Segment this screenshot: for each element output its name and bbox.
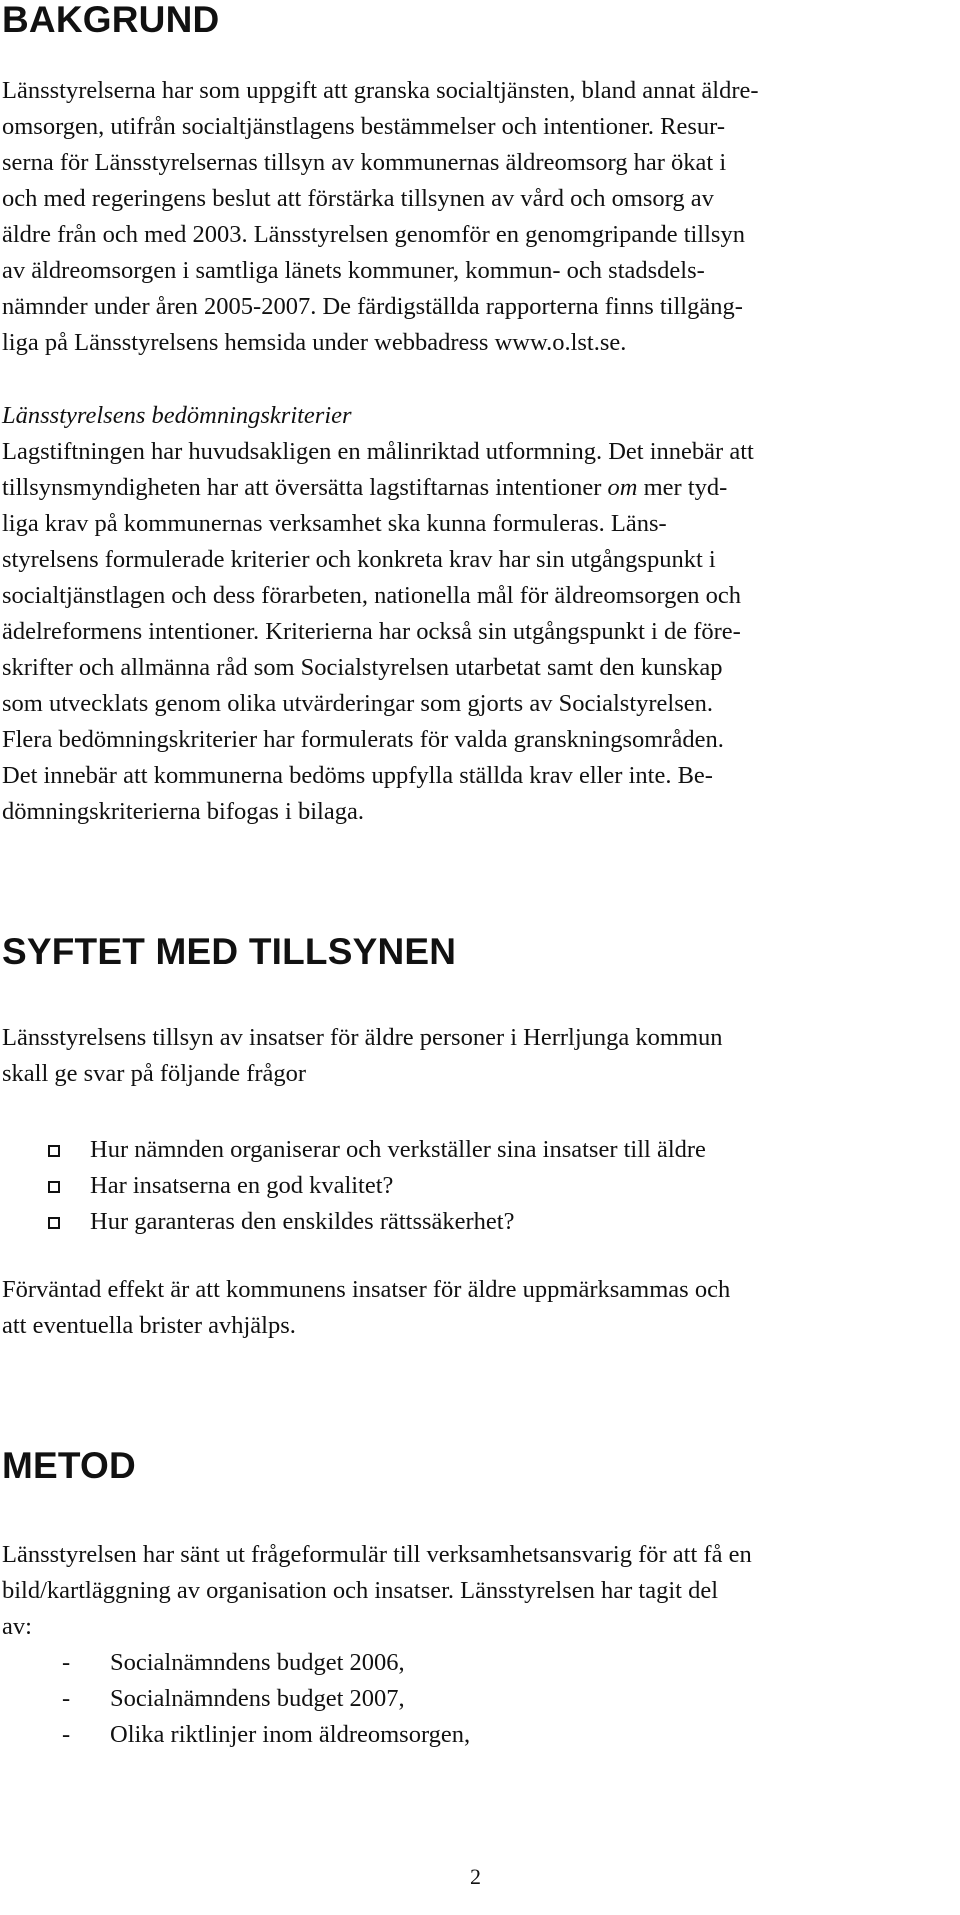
text-line: [2, 470, 754, 506]
text-fragment: mer tyd-: [643, 474, 728, 501]
text-line: socialtjänstlagen och dess förarbeten, nationella mål för äldreomsorgen och: [2, 582, 742, 609]
text-line: Lagstiftningen har huvudsakligen en målinriktad utformning. Det innebär att: [2, 438, 754, 465]
text-line: skrifter och allmänna råd som Socialstyrelsen utarbetat samt den kunskap: [2, 654, 723, 681]
text-line: som utvecklats genom olika utvärderingar som gjorts av Socialstyrelsen.: [2, 690, 714, 717]
text-line: Länsstyrelserna har som uppgift att granska socialtjänsten, bland annat äldre-: [2, 77, 759, 104]
text-line: bild/kartläggning av organisation och insatser. Länsstyrelsen har tagit del: [2, 1577, 719, 1604]
checkbox-bullet-icon: [48, 1181, 60, 1193]
text-line: styrelsens formulerade kriterier och konkreta krav har sin utgångspunkt i: [2, 546, 716, 573]
text-line: Flera bedömningskriterier har formulerats för valda granskningsområden.: [2, 726, 724, 753]
list-item: [48, 1168, 706, 1204]
italic-word: om: [607, 474, 638, 501]
text-line: omsorgen, utifrån socialtjänstlagens bestämmelser och intentioner. Resur-: [2, 113, 725, 140]
text-line: Det innebär att kommunerna bedöms uppfylla ställda krav eller inte. Be-: [2, 762, 713, 789]
section-heading-syftet: SYFTET MED TILLSYNEN: [2, 931, 457, 972]
method-list: [62, 1645, 470, 1753]
text-line: dömningskriterierna bifogas i bilaga.: [2, 798, 364, 825]
section-heading-metod: METOD: [2, 1445, 136, 1486]
text-line: av äldreomsorgen i samtliga länets kommuner, kommun- och stadsdels-: [2, 257, 705, 284]
subheading-kriterier: Länsstyrelsens bedömningskriterier: [2, 402, 352, 429]
list-item-text: Socialnämndens budget 2007,: [110, 1685, 405, 1712]
list-item: [48, 1204, 706, 1240]
list-item-text: Har insatserna en god kvalitet?: [90, 1172, 394, 1199]
paragraph-kriterier: [2, 398, 754, 830]
dash-bullet: -: [62, 1721, 71, 1748]
text-line: liga på Länsstyrelsens hemsida under webbadress www.o.lst.se.: [2, 329, 627, 356]
dash-bullet: -: [62, 1649, 71, 1676]
text-line: ädelreformens intentioner. Kriterierna har också sin utgångspunkt i de före-: [2, 618, 741, 645]
text-line: av:: [2, 1613, 32, 1640]
section-heading-bakgrund: BAKGRUND: [2, 0, 220, 40]
list-item-text: Hur garanteras den enskildes rättssäkerhet?: [90, 1208, 515, 1235]
list-item-text: Socialnämndens budget 2006,: [110, 1649, 405, 1676]
text-line: att eventuella brister avhjälps.: [2, 1312, 296, 1339]
paragraph-metod: [2, 1537, 752, 1645]
text-line: skall ge svar på följande frågor: [2, 1060, 307, 1087]
list-item: [62, 1645, 470, 1681]
text-line: liga krav på kommunernas verksamhet ska kunna formuleras. Läns-: [2, 510, 667, 537]
list-item-text: Olika riktlinjer inom äldreomsorgen,: [110, 1721, 471, 1748]
paragraph-effekt: [2, 1272, 730, 1344]
paragraph-bakgrund: [2, 73, 759, 361]
text-line: äldre från och med 2003. Länsstyrelsen genomför en genomgripande tillsyn: [2, 221, 745, 248]
page-number: 2: [470, 1864, 481, 1889]
text-fragment: tillsynsmyndigheten har att översätta lagstiftarnas intentioner: [2, 474, 602, 501]
text-line: nämnder under åren 2005-2007. De färdigställda rapporterna finns tillgäng-: [2, 293, 743, 320]
text-line: Länsstyrelsens tillsyn av insatser för äldre personer i Herrljunga kommun: [2, 1024, 723, 1051]
list-item-text: Hur nämnden organiserar och verkställer sina insatser till äldre: [90, 1136, 706, 1163]
text-line: serna för Länsstyrelsernas tillsyn av kommunernas äldreomsorg har ökat i: [2, 149, 727, 176]
paragraph-syftet: [2, 1020, 723, 1092]
list-item: [48, 1132, 706, 1168]
checkbox-bullet-icon: [48, 1145, 60, 1157]
checkbox-bullet-icon: [48, 1217, 60, 1229]
question-list: [48, 1132, 706, 1240]
text-line: och med regeringens beslut att förstärka tillsynen av vård och omsorg av: [2, 185, 714, 212]
dash-bullet: -: [62, 1685, 71, 1712]
text-line: Förväntad effekt är att kommunens insatser för äldre uppmärksammas och: [2, 1276, 731, 1303]
text-line: Länsstyrelsen har sänt ut frågeformulär till verksamhetsansvarig för att få en: [2, 1541, 752, 1568]
list-item: [62, 1681, 470, 1717]
list-item: [62, 1717, 470, 1753]
